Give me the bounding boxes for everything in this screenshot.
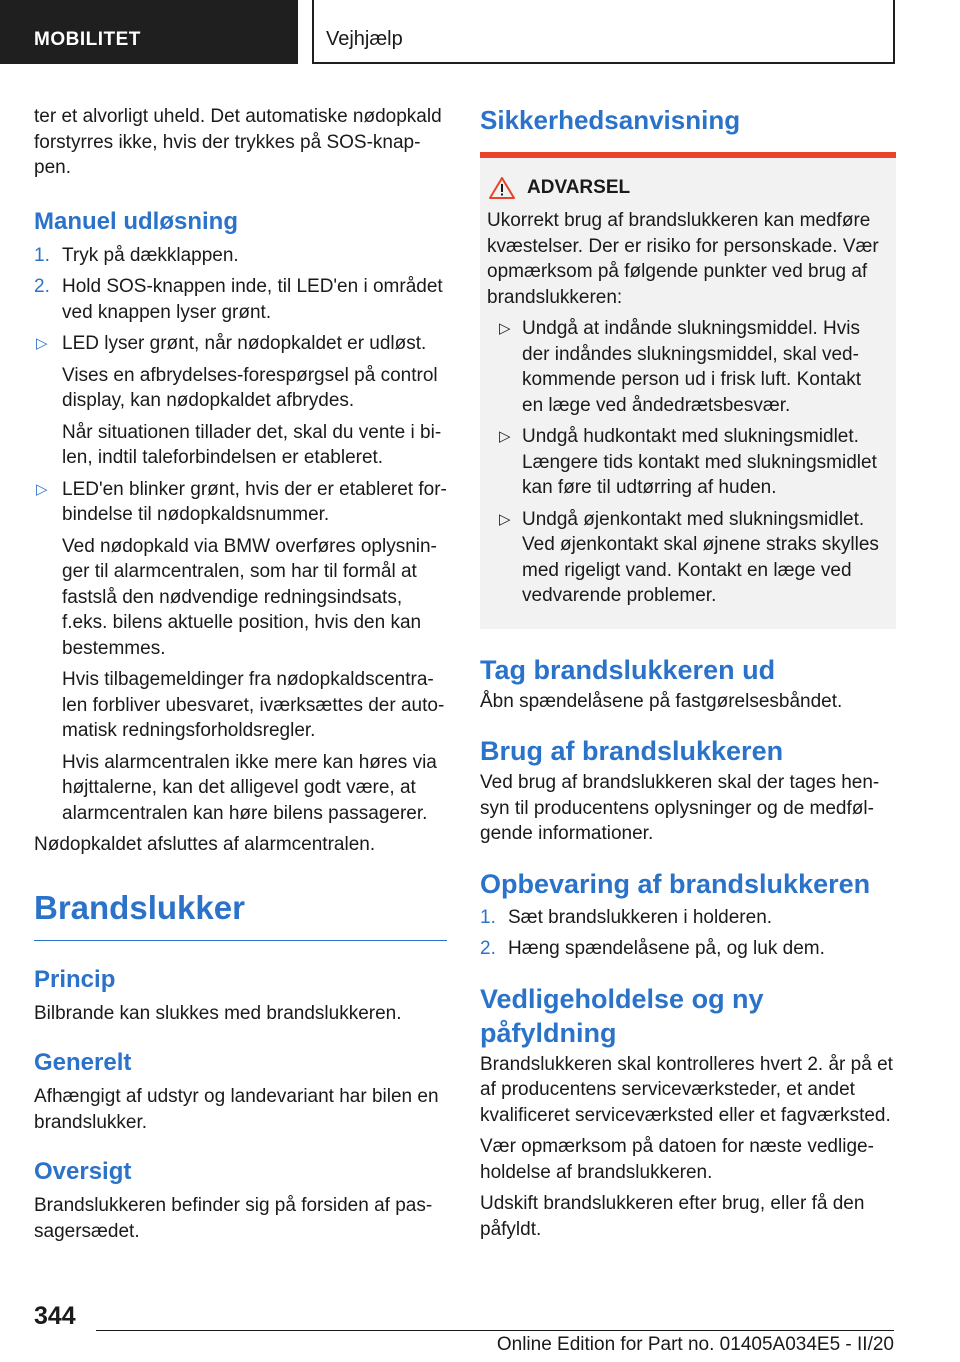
list-item — [34, 477, 447, 528]
bullet-list — [34, 331, 447, 826]
bullet-paragraph: Hvis tilbagemeldinger fra nødopkaldscentra-len forbliver ubesvaret, iværksættes der auto-matisk redningsforholdsregler. — [62, 669, 445, 741]
list-item — [34, 274, 447, 325]
list-item — [480, 936, 896, 962]
list-item — [34, 243, 447, 269]
chapter-title: Vejhjælp — [312, 0, 895, 64]
warning-label: ADVARSEL — [527, 177, 631, 198]
closing-paragraph: Nødopkaldet afsluttes af alarmcentralen. — [34, 834, 376, 855]
triangle-right-icon: ▷ — [499, 510, 511, 528]
use-text: Ved brug af brandslukkeren skal der tages hen-syn til producentens oplysninger og de medføl-gende informationer. — [480, 772, 880, 844]
storage-steps — [480, 905, 896, 962]
intro-paragraph: ter et alvorligt uheld. Det automatiske nødopkald forstyrres ikke, hvis der trykkes på SOS-knap-pen. — [34, 106, 442, 178]
bullet-text: LED lyser grønt, når nødopkaldet er udløst. — [62, 333, 427, 354]
list-item — [480, 905, 896, 931]
warning-box — [480, 152, 896, 629]
bullet-paragraph: Vises en afbrydelses-forespørgsel på control display, kan nødopkaldet afbrydes. — [62, 364, 438, 411]
maintenance-paragraph: Brandslukkeren skal kontrolleres hvert 2. år på et af producentens serviceværksteder, et andet kvalificeret serviceværksted eller et fagværksted. — [480, 1053, 893, 1126]
warning-item-text: Undgå øjenkontakt med slukningsmidlet. Ved øjenkontakt skal øjnene straks skylles med rigeligt vand. Kontakt en læge ved vedvarende problemer. — [522, 508, 879, 606]
storage-heading: Opbevaring af brandslukkeren — [480, 868, 871, 899]
list-item — [487, 507, 884, 609]
step-text: Tryk på dækklappen. — [62, 244, 239, 266]
step-text: Hold SOS-knappen inde, til LED'en i området ved knappen lyser grønt. — [62, 276, 443, 323]
step-number: 1. — [34, 244, 50, 266]
maintenance-paragraph: Udskift brandslukkeren efter brug, eller få den påfyldt. — [480, 1193, 865, 1240]
step-number: 2. — [480, 938, 496, 959]
warning-triangle-icon — [489, 177, 515, 199]
bullet-text: LED'en blinker grønt, hvis der er etableret for-bindelse til nødopkaldsnummer. — [62, 478, 447, 525]
list-item — [487, 316, 884, 418]
step-number: 1. — [480, 906, 496, 928]
warning-item-text: Undgå at indånde slukningsmiddel. Hvis der indåndes slukningsmiddel, skal ved-kommende person ud i frisk luft. Kontakt en læge ved åndedrætsbesvær. — [522, 318, 861, 416]
list-item — [487, 424, 884, 501]
overview-heading: Oversigt — [34, 1158, 132, 1185]
edition-text: Online Edition for Part no. 01405A034E5 - II/20 — [496, 1334, 894, 1355]
left-column — [34, 104, 447, 1244]
warning-title — [487, 176, 884, 200]
triangle-right-icon: ▷ — [36, 480, 48, 498]
maintenance-paragraph: Vær opmærksom på datoen for næste vedlige-holdelse af brandslukkeren. — [480, 1136, 874, 1183]
footer-divider — [96, 1330, 894, 1331]
steps-list — [34, 243, 447, 326]
triangle-right-icon: ▷ — [36, 335, 48, 352]
page-footer — [0, 1300, 960, 1362]
bullet-paragraph: Ved nødopkald via BMW overføres oplysnin-ger til alarmcentralen, som har til formål at fastslå den nødvendige redningsindsats, f.eks. bilens aktuelle position, hvis den kan bestemmes. — [62, 535, 437, 659]
triangle-right-icon: ▷ — [499, 320, 511, 337]
fire-extinguisher-title: Brandslukker — [34, 888, 447, 941]
principle-text: Bilbrande kan slukkes med brandslukkeren. — [34, 1002, 402, 1024]
manual-release-heading: Manuel udløsning — [34, 207, 238, 235]
bullet-paragraph: Når situationen tillader det, skal du vente i bi-len, indtil taleforbindelsen er etableret. — [62, 421, 442, 468]
triangle-right-icon: ▷ — [499, 428, 511, 445]
list-item — [34, 331, 447, 357]
step-number: 2. — [34, 276, 50, 297]
step-text: Hæng spændelåsene på, og luk dem. — [508, 938, 825, 959]
use-heading: Brug af brandslukkeren — [480, 736, 784, 766]
warning-item-text: Undgå hudkontakt med slukningsmidlet. Længere tids kontakt med slukningsmidlet kan føre til udtørring af huden. — [522, 426, 877, 498]
page-header — [0, 0, 960, 66]
take-out-text: Åbn spændelåsene på fastgørelsesbåndet. — [480, 690, 843, 712]
principle-heading: Princip — [34, 965, 116, 993]
section-tab: MOBILITET — [0, 0, 298, 64]
warning-text: Ukorrekt brug af brandslukkeren kan medføre kvæstelser. Der er risiko for personskade. Vær opmærksom på følgende punkter ved brug af brandslukkeren: — [487, 210, 879, 308]
maintenance-heading: Vedligeholdelse og ny påfyldning — [480, 983, 764, 1048]
general-heading: Generelt — [34, 1049, 132, 1076]
safety-heading: Sikkerhedsanvisning — [480, 105, 741, 135]
bullet-paragraph: Hvis alarmcentralen ikke mere kan høres via højttalerne, kan det alligevel godt være, at alarmcentralen kan høre bilens passagerer. — [62, 751, 437, 824]
overview-text: Brandslukkeren befinder sig på forsiden af pas-sagersædet. — [34, 1195, 433, 1242]
step-text: Sæt brandslukkeren i holderen. — [508, 906, 773, 928]
general-text: Afhængigt af udstyr og landevariant har bilen en brandslukker. — [34, 1086, 439, 1133]
take-out-heading: Tag brandslukkeren ud — [480, 654, 776, 685]
page-number: 344 — [34, 1302, 76, 1330]
right-column — [480, 104, 896, 1242]
